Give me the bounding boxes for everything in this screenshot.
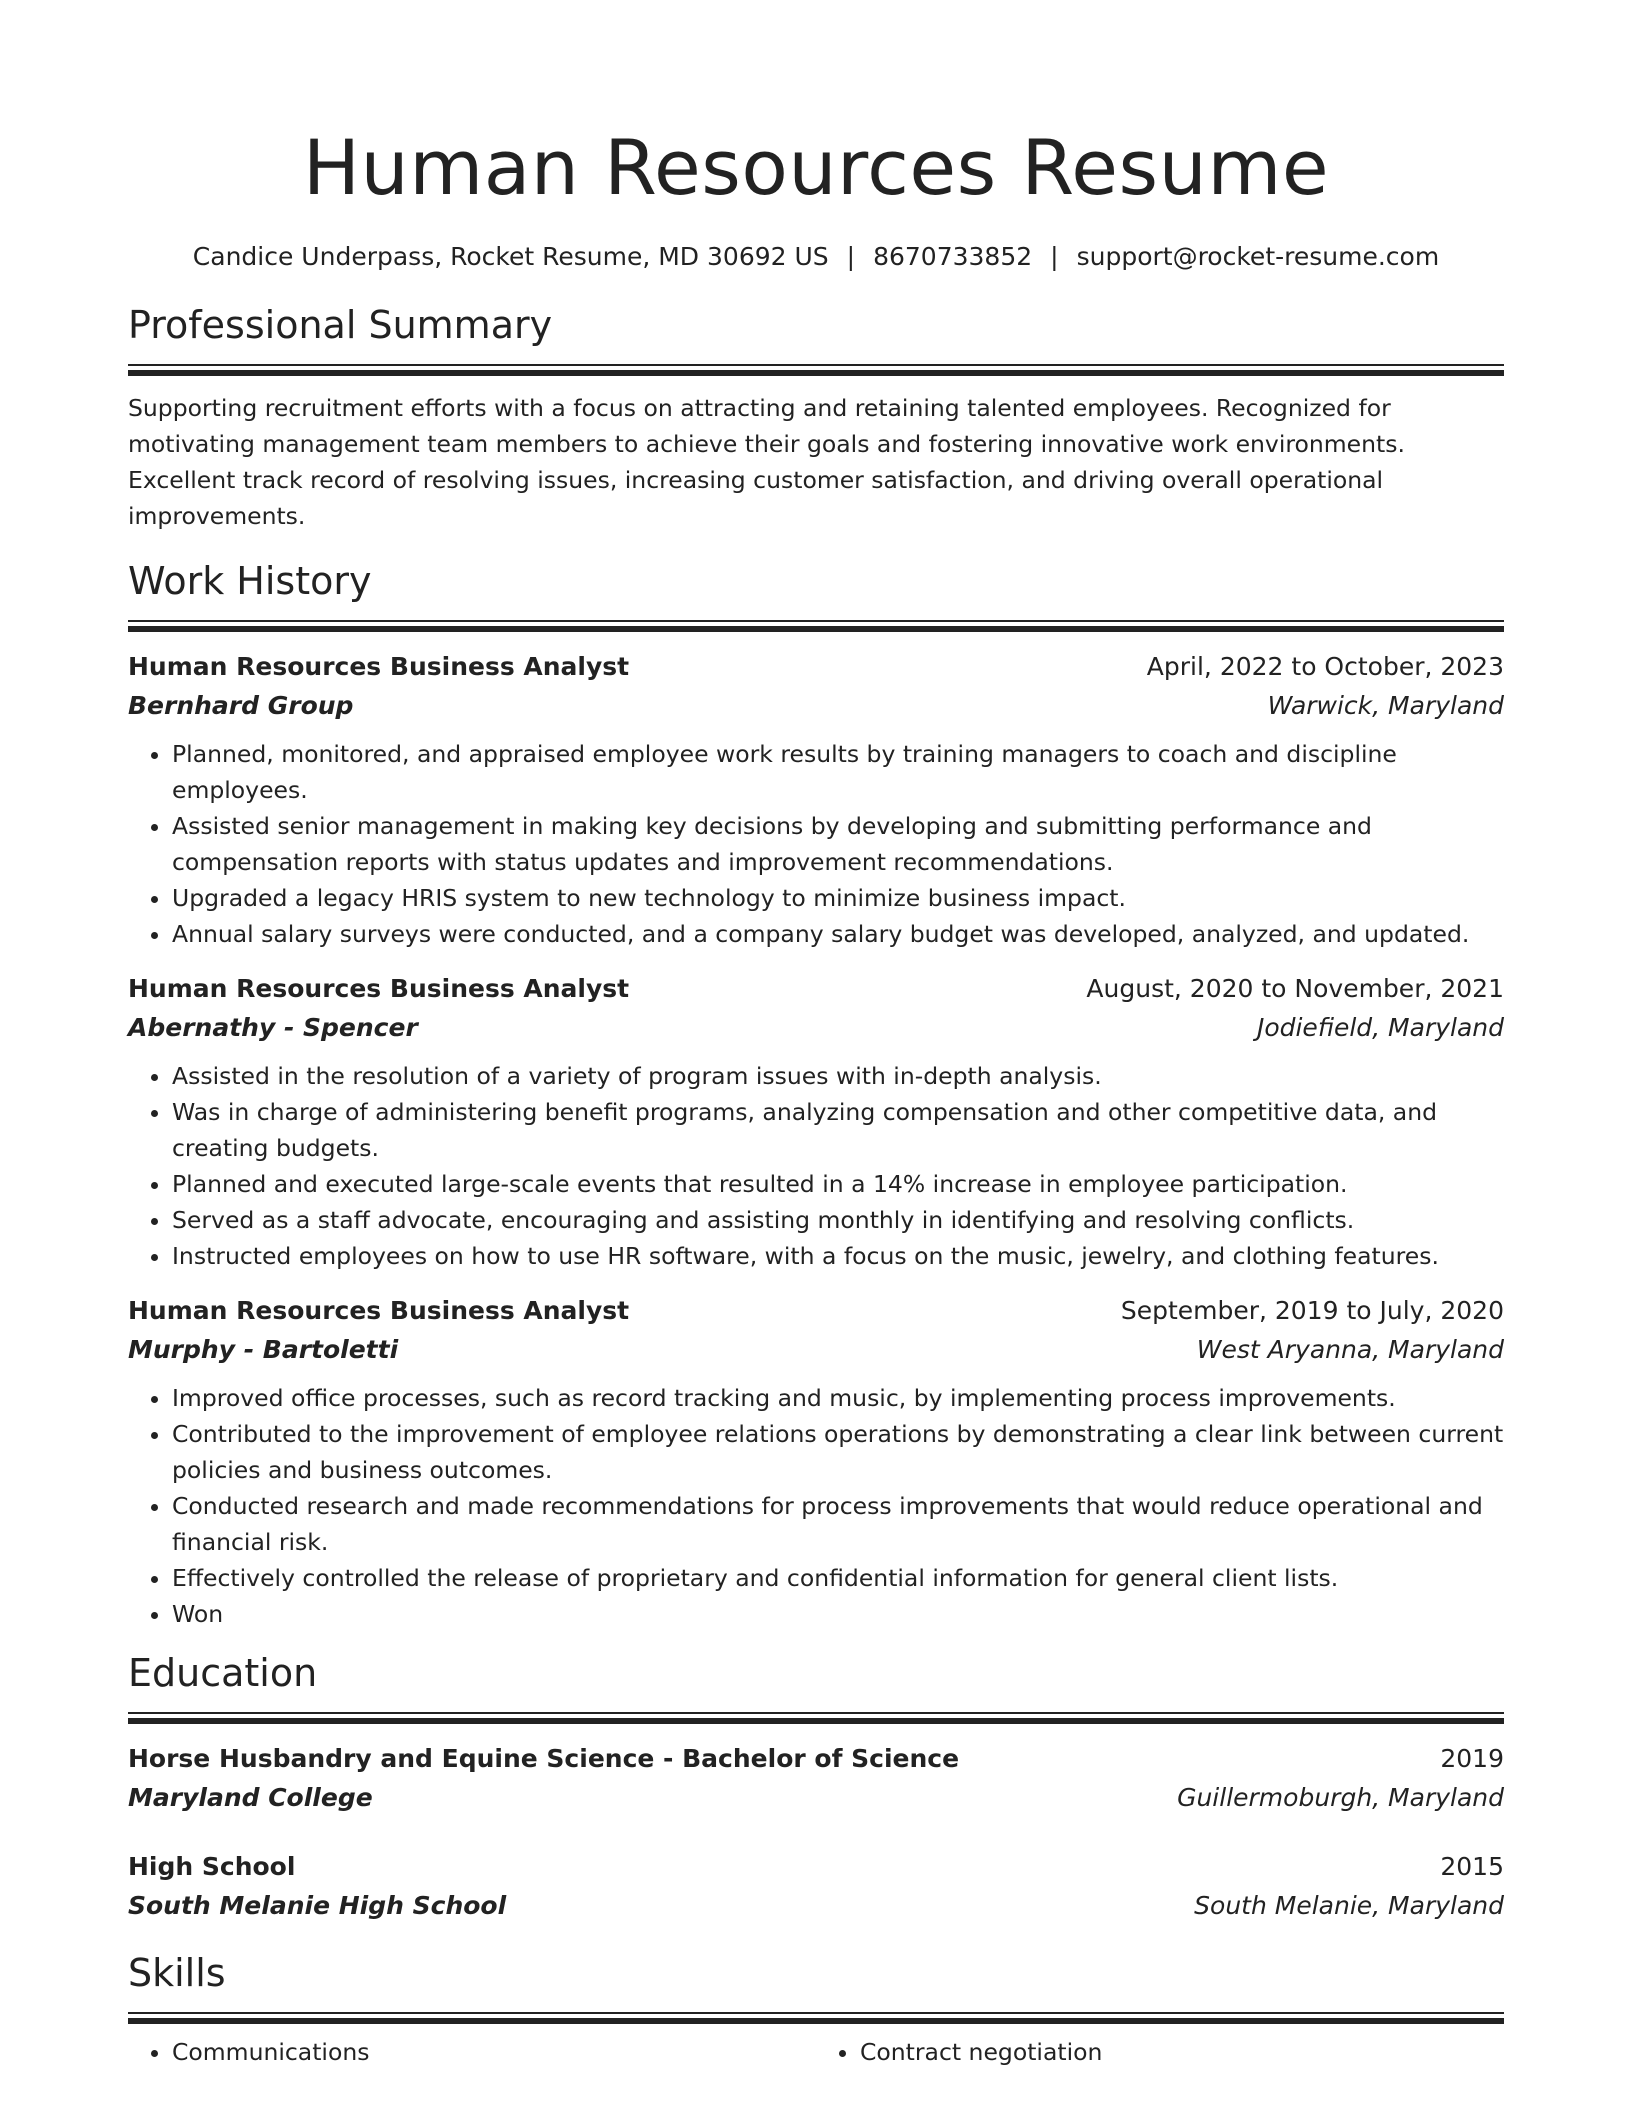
job-bullets [128,736,1504,952]
education-section [128,1650,1504,1926]
education-entry [128,1848,1504,1926]
education-degree: High School [128,1852,296,1881]
job-bullet: • Effectively controlled the release of proprietary and confidential information for general client lists. [172,1560,1504,1596]
skill-item: • Contract negotiation [860,2034,1504,2070]
education-entry [128,1740,1504,1818]
education-school: Maryland College [128,1783,373,1812]
job-dates: April, 2022 to October, 2023 [1146,652,1504,681]
job-bullet: • Assisted in the resolution of a variety of program issues with in-depth analysis. [172,1058,1504,1094]
contact-line [128,240,1504,274]
job-company: Abernathy - Spencer [128,1013,418,1042]
job-bullet: • Annual salary surveys were conducted, and a company salary budget was developed, analyzed, and updated. [172,916,1504,952]
education-location: Guillermoburgh, Maryland [1177,1783,1504,1812]
job-bullets [128,1380,1504,1632]
section-title-skills: Skills [128,1951,226,1995]
job-dates: September, 2019 to July, 2020 [1120,1296,1504,1325]
job-entry [128,1292,1504,1632]
education-year: 2019 [1440,1744,1504,1773]
job-entry [128,970,1504,1274]
contact-separator: | [1050,242,1059,271]
section-title-summary: Professional Summary [128,303,553,347]
section-divider [128,364,1504,376]
summary-text: Supporting recruitment efforts with a focus on attracting and retaining talented employees. Recognized for motivating management team members to achieve their goals and fostering innovative work environments. Excellent track record of resolving issues, increasing customer satisfaction, and driving overall operational improvements. [128,394,1405,530]
job-entry [128,648,1504,952]
job-bullet: • Conducted research and made recommendations for process improvements that would reduce operational and financial risk. [172,1488,1504,1560]
skill-item: • Communications [172,2034,816,2070]
job-bullet: • Upgraded a legacy HRIS system to new technology to minimize business impact. [172,880,1504,916]
resume-title: Human Resources Resume [302,123,1330,212]
job-bullet: • Assisted senior management in making key decisions by developing and submitting performance and compensation reports with status updates and improvement recommendations. [172,808,1504,880]
job-location: Warwick, Maryland [1267,691,1504,720]
job-location: Jodiefield, Maryland [1256,1013,1504,1042]
job-title: Human Resources Business Analyst [128,974,630,1003]
section-divider [128,620,1504,632]
job-company: Bernhard Group [128,691,354,720]
skills-column-left [128,2034,816,2070]
job-bullet: • Instructed employees on how to use HR software, with a focus on the music, jewelry, and clothing features. [172,1238,1504,1274]
skills-list [128,2034,1504,2070]
section-title-work: Work History [128,559,372,603]
job-bullet: • Served as a staff advocate, encouraging and assisting monthly in identifying and resolving conflicts. [172,1202,1504,1238]
contact-separator: | [846,242,856,271]
education-school: South Melanie High School [128,1891,507,1920]
job-title: Human Resources Business Analyst [128,1296,630,1325]
education-degree: Horse Husbandry and Equine Science - Bachelor of Science [128,1744,960,1773]
job-bullets [128,1058,1504,1274]
contact-address: Candice Underpass, Rocket Resume, MD 30692 US [192,242,829,271]
job-location: West Aryanna, Maryland [1196,1335,1504,1364]
contact-email: support@rocket-resume.com [1076,242,1440,271]
contact-phone: 8670733852 [873,242,1033,271]
job-bullet: • Improved office processes, such as record tracking and music, by implementing process improvements. [172,1380,1504,1416]
work-section [128,558,1504,1632]
skills-column-right [816,2034,1504,2070]
job-bullet: • Was in charge of administering benefit programs, analyzing compensation and other competitive data, and creating budgets. [172,1094,1504,1166]
summary-section [128,302,1504,534]
job-company: Murphy - Bartoletti [128,1335,399,1364]
section-title-education: Education [128,1651,318,1695]
job-bullet: • Contributed to the improvement of employee relations operations by demonstrating a clear link between current policies and business outcomes. [172,1416,1504,1488]
education-location: South Melanie, Maryland [1194,1891,1504,1920]
job-dates: August, 2020 to November, 2021 [1086,974,1504,1003]
job-bullet: • Planned, monitored, and appraised employee work results by training managers to coach and discipline employees. [172,736,1504,808]
job-title: Human Resources Business Analyst [128,652,630,681]
section-divider [128,2012,1504,2024]
job-bullet: • Won [172,1596,1504,1632]
job-bullet: • Planned and executed large-scale events that resulted in a 14% increase in employee participation. [172,1166,1504,1202]
skills-section [128,1950,1504,2070]
section-divider [128,1712,1504,1724]
education-year: 2015 [1440,1852,1504,1881]
